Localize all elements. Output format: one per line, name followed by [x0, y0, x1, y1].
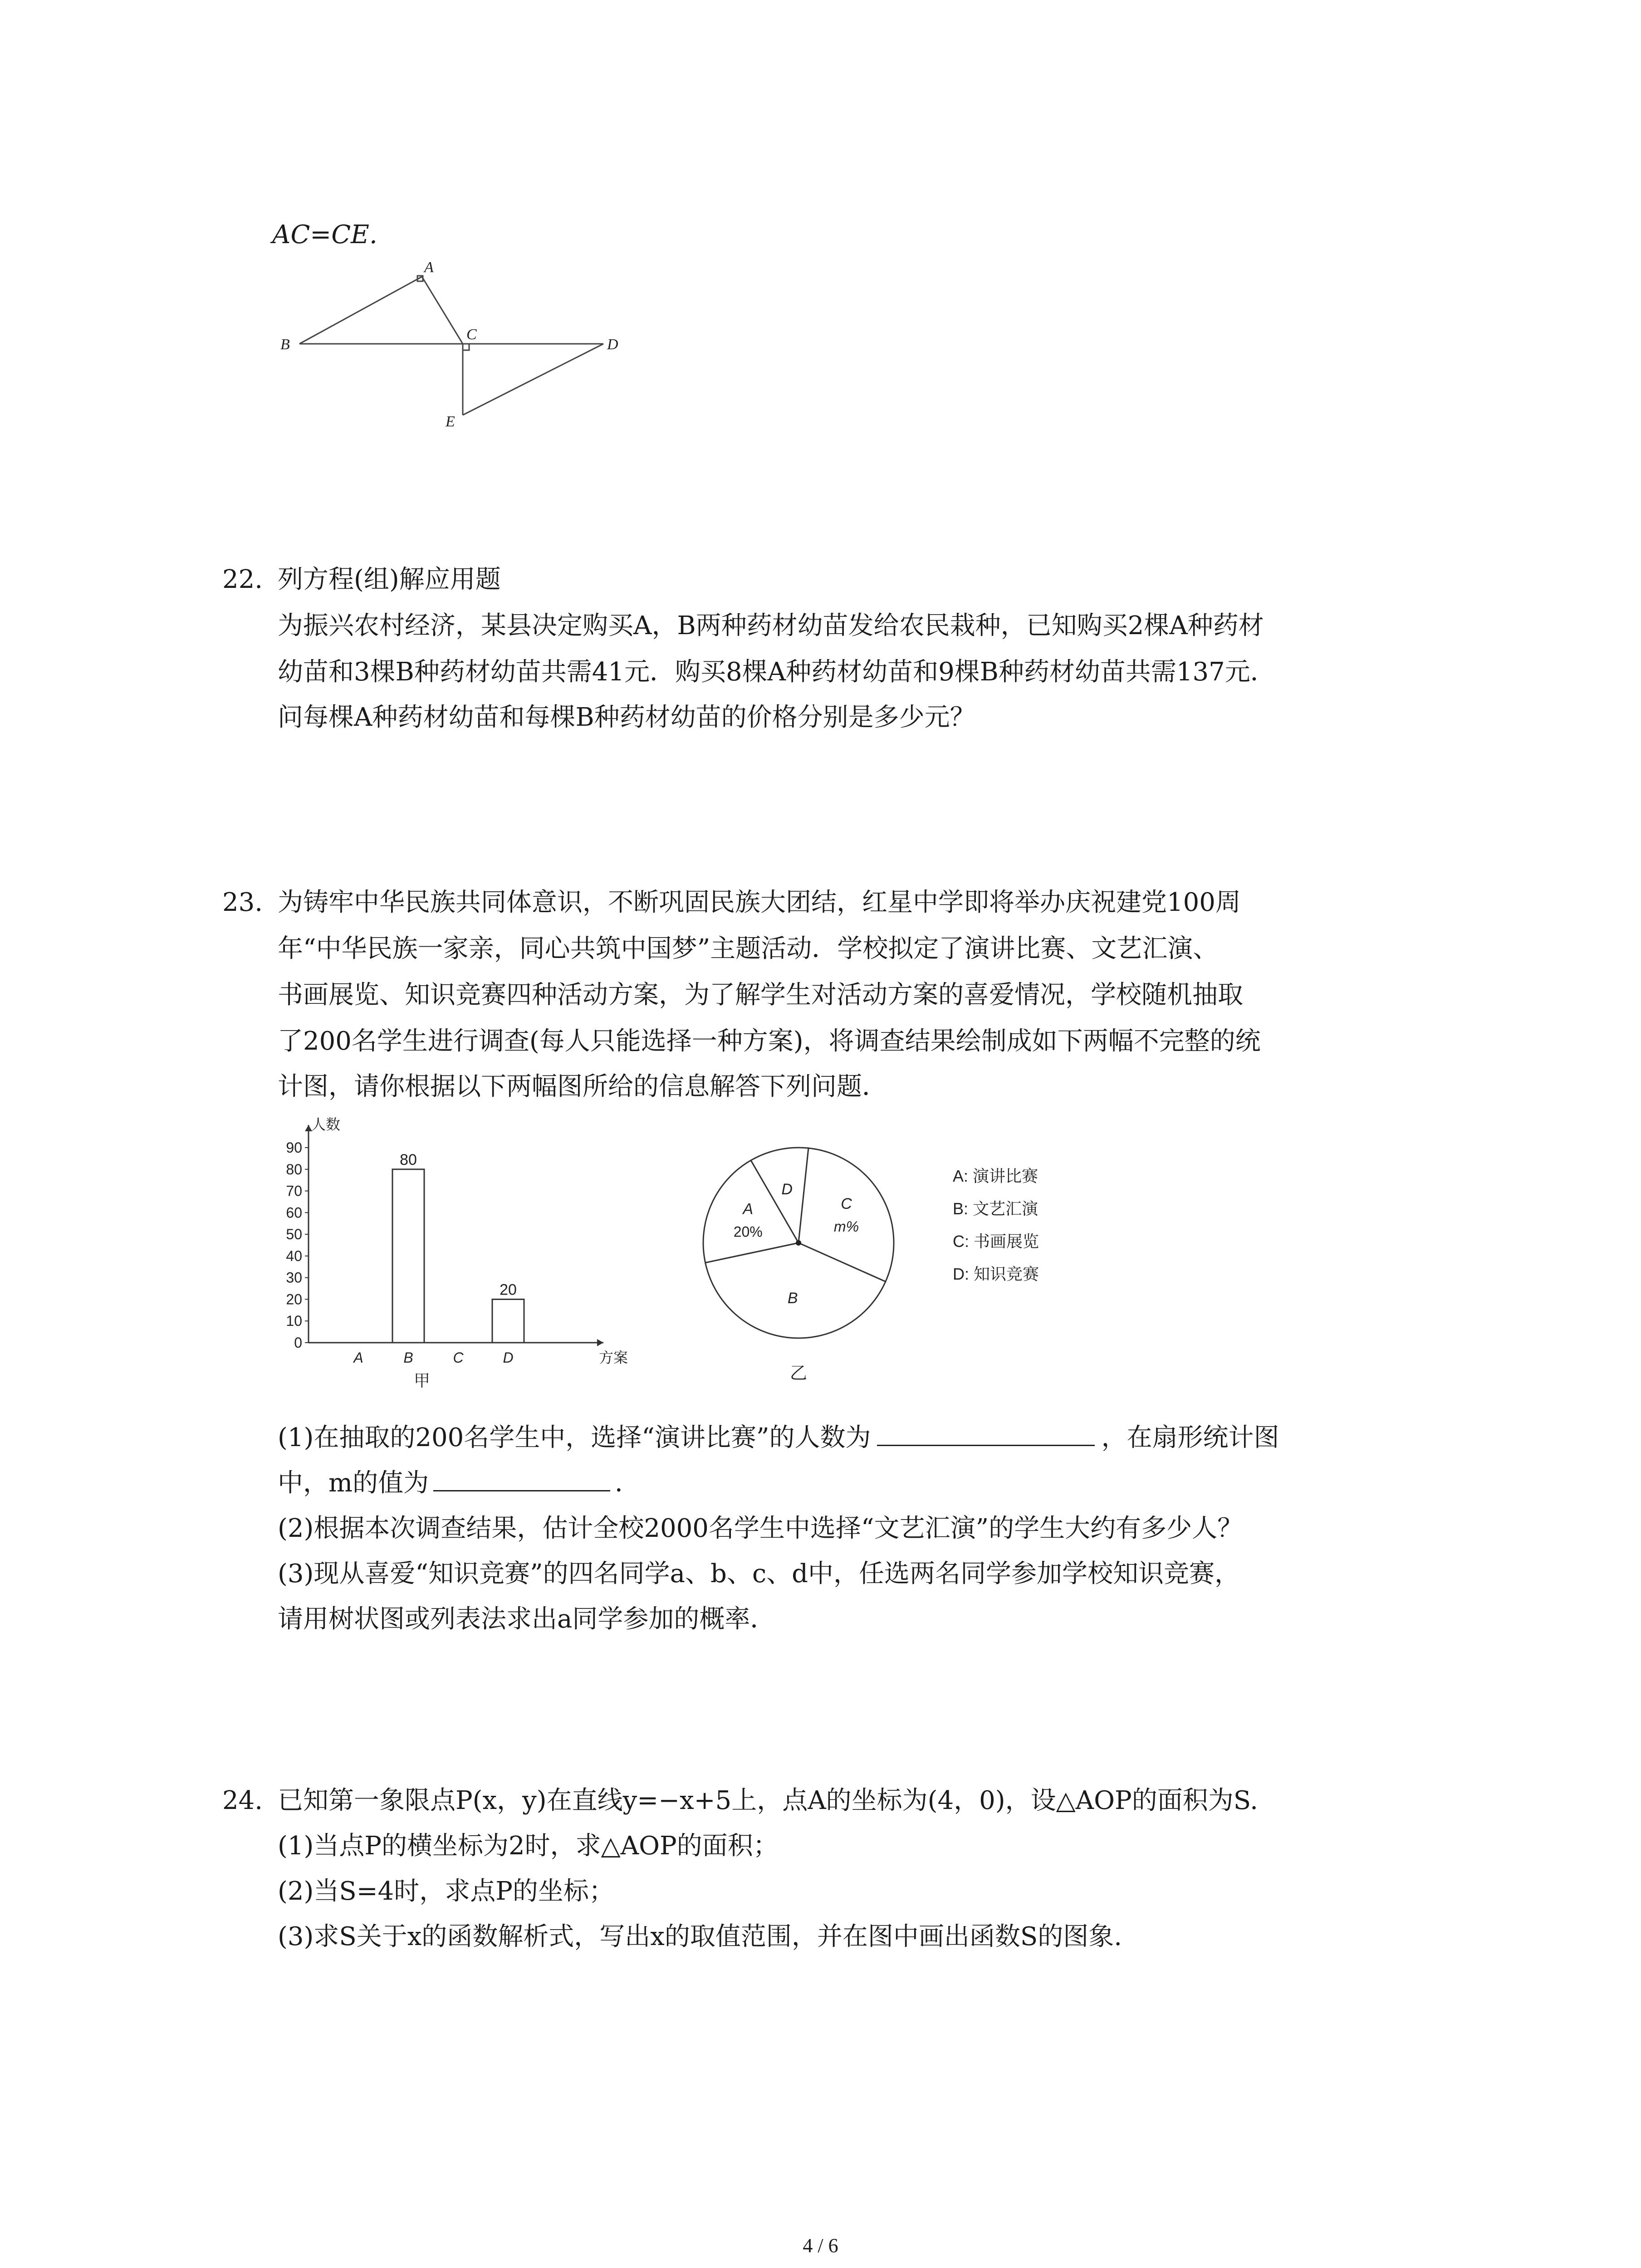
bar-chart-caption: 甲: [413, 1371, 431, 1390]
segment-ED: [463, 344, 603, 415]
segment-AC: [422, 277, 463, 344]
q23-sub3-line2: 请用树状图或列表法求出a同学参加的概率．: [278, 1604, 776, 1634]
legend-entry-0: A: 演讲比赛: [953, 1167, 1038, 1185]
x-tick-label-C: C: [453, 1349, 464, 1366]
bar-value-label-D: 20: [500, 1281, 517, 1299]
q23-sub1-text-b: ，在扇形统计图: [1101, 1423, 1279, 1452]
q21-geometry-figure: [272, 254, 635, 435]
pie-chart-caption: 乙: [789, 1364, 808, 1383]
q23-sub1-line2: [278, 1465, 640, 1501]
x-axis-label: 方案: [599, 1349, 628, 1366]
q23-line-4: 了200名学生进行调查(每人只能选择一种方案)，将调查结果绘制成如下两幅不完整的统: [278, 1026, 1261, 1056]
q24-line-3: (2)当S=4时，求点P的坐标；: [278, 1877, 614, 1906]
pie-value-label-A: 20%: [733, 1223, 763, 1240]
q22-line-2: 为振兴农村经济，某县决定购买A，B两种药材幼苗发给农民栽种，已知购买2棵A种药材: [278, 611, 1264, 640]
q21-conclusion: AC=CE.: [272, 220, 377, 249]
bar-D: [492, 1299, 524, 1343]
pie-label-D: D: [781, 1180, 793, 1198]
q24-line-2: (1)当点P的横坐标为2时，求△AOP的面积；: [278, 1831, 779, 1861]
legend-entry-2: C: 书画展览: [953, 1232, 1039, 1251]
q24-line-1: 已知第一象限点P(x，y)在直线y=−x+5上，点A的坐标为(4，0)，设△AOP的面积为S.: [278, 1786, 1258, 1815]
q23-sub3-line1: (3)现从喜爱“知识竞赛”的四名同学a、b、c、d中，任选两名同学参加学校知识竞赛，: [278, 1559, 1240, 1589]
q22-number: 22.: [222, 565, 263, 594]
q23-sub1-text-c: 中，m的值为: [278, 1468, 429, 1498]
q23-sub1-text-d: ．: [615, 1468, 641, 1498]
x-tick-label-B: B: [403, 1349, 413, 1366]
answer-blank-2[interactable]: [433, 1490, 610, 1491]
pie-label-A: A: [743, 1200, 754, 1218]
pie-value-label-C: m%: [833, 1218, 859, 1235]
q23-line-5: 计图，请你根据以下两幅图所给的信息解答下列问题．: [278, 1072, 887, 1101]
y-tick-label: 50: [286, 1226, 302, 1243]
x-axis-arrow: [597, 1339, 603, 1346]
y-tick-label: 0: [294, 1334, 302, 1351]
pie-chart: [681, 1107, 1089, 1397]
y-tick-label: 80: [286, 1161, 302, 1178]
answer-blank-1[interactable]: [877, 1444, 1095, 1446]
q23-number: 23.: [222, 888, 263, 917]
y-tick-label: 10: [286, 1313, 302, 1330]
legend-entry-1: B: 文艺汇演: [953, 1199, 1038, 1218]
y-tick-label: 90: [286, 1139, 302, 1156]
q23-line-3: 书画展览、知识竞赛四种活动方案，为了解学生对活动方案的喜爱情况，学校随机抽取: [278, 980, 1243, 1010]
x-tick-label-D: D: [503, 1349, 514, 1366]
q23-line-2: 年“中华民族一家亲，同心共筑中国梦”主题活动．学校拟定了演讲比赛、文艺汇演、: [278, 934, 1219, 963]
y-tick-label: 60: [286, 1204, 302, 1221]
right-angle-C: [463, 344, 469, 350]
segment-BA: [299, 277, 422, 344]
label-A: A: [424, 259, 434, 276]
q24-number: 24.: [222, 1786, 263, 1815]
pie-label-C: C: [841, 1195, 852, 1213]
q24-line-4: (3)求S关于x的函数解析式，写出x的取值范围，并在图中画出函数S的图象.: [278, 1922, 1122, 1951]
q22-line-3: 幼苗和3棵B种药材幼苗共需41元．购买8棵A种药材幼苗和9棵B种药材幼苗共需137元．: [278, 657, 1276, 687]
label-B: B: [280, 336, 290, 353]
q23-line-1: 为铸牢中华民族共同体意识，不断巩固民族大团结，红星中学即将举办庆祝建党100周: [278, 888, 1241, 917]
y-axis-label: 人数: [311, 1116, 341, 1133]
bar-B: [392, 1169, 424, 1343]
x-tick-label-A: A: [353, 1349, 363, 1366]
q23-sub1-text-a: (1)在抽取的200名学生中，选择“演讲比赛”的人数为: [278, 1423, 871, 1452]
bar-value-label-B: 80: [400, 1151, 417, 1168]
y-tick-label: 70: [286, 1183, 302, 1199]
pie-center: [796, 1240, 801, 1246]
pie-label-B: B: [787, 1290, 798, 1307]
label-D: D: [607, 336, 618, 353]
y-tick-label: 30: [286, 1269, 302, 1286]
q23-sub2: (2)根据本次调查结果，估计全校2000名学生中选择“文艺汇演”的学生大约有多少人？: [278, 1514, 1243, 1543]
q22-line-4: 问每棵A种药材幼苗和每棵B种药材幼苗的价格分别是多少元？: [278, 703, 975, 732]
label-E: E: [446, 413, 455, 430]
q22-line-1: 列方程(组)解应用题: [278, 565, 501, 594]
label-C: C: [466, 326, 477, 343]
y-tick-label: 40: [286, 1247, 302, 1264]
q23-sub1-line1: [278, 1420, 1279, 1456]
bar-chart: [272, 1107, 662, 1397]
page-number: 4 / 6: [803, 2234, 838, 2257]
legend-entry-3: D: 知识竞赛: [953, 1265, 1039, 1283]
y-tick-label: 20: [286, 1291, 302, 1308]
